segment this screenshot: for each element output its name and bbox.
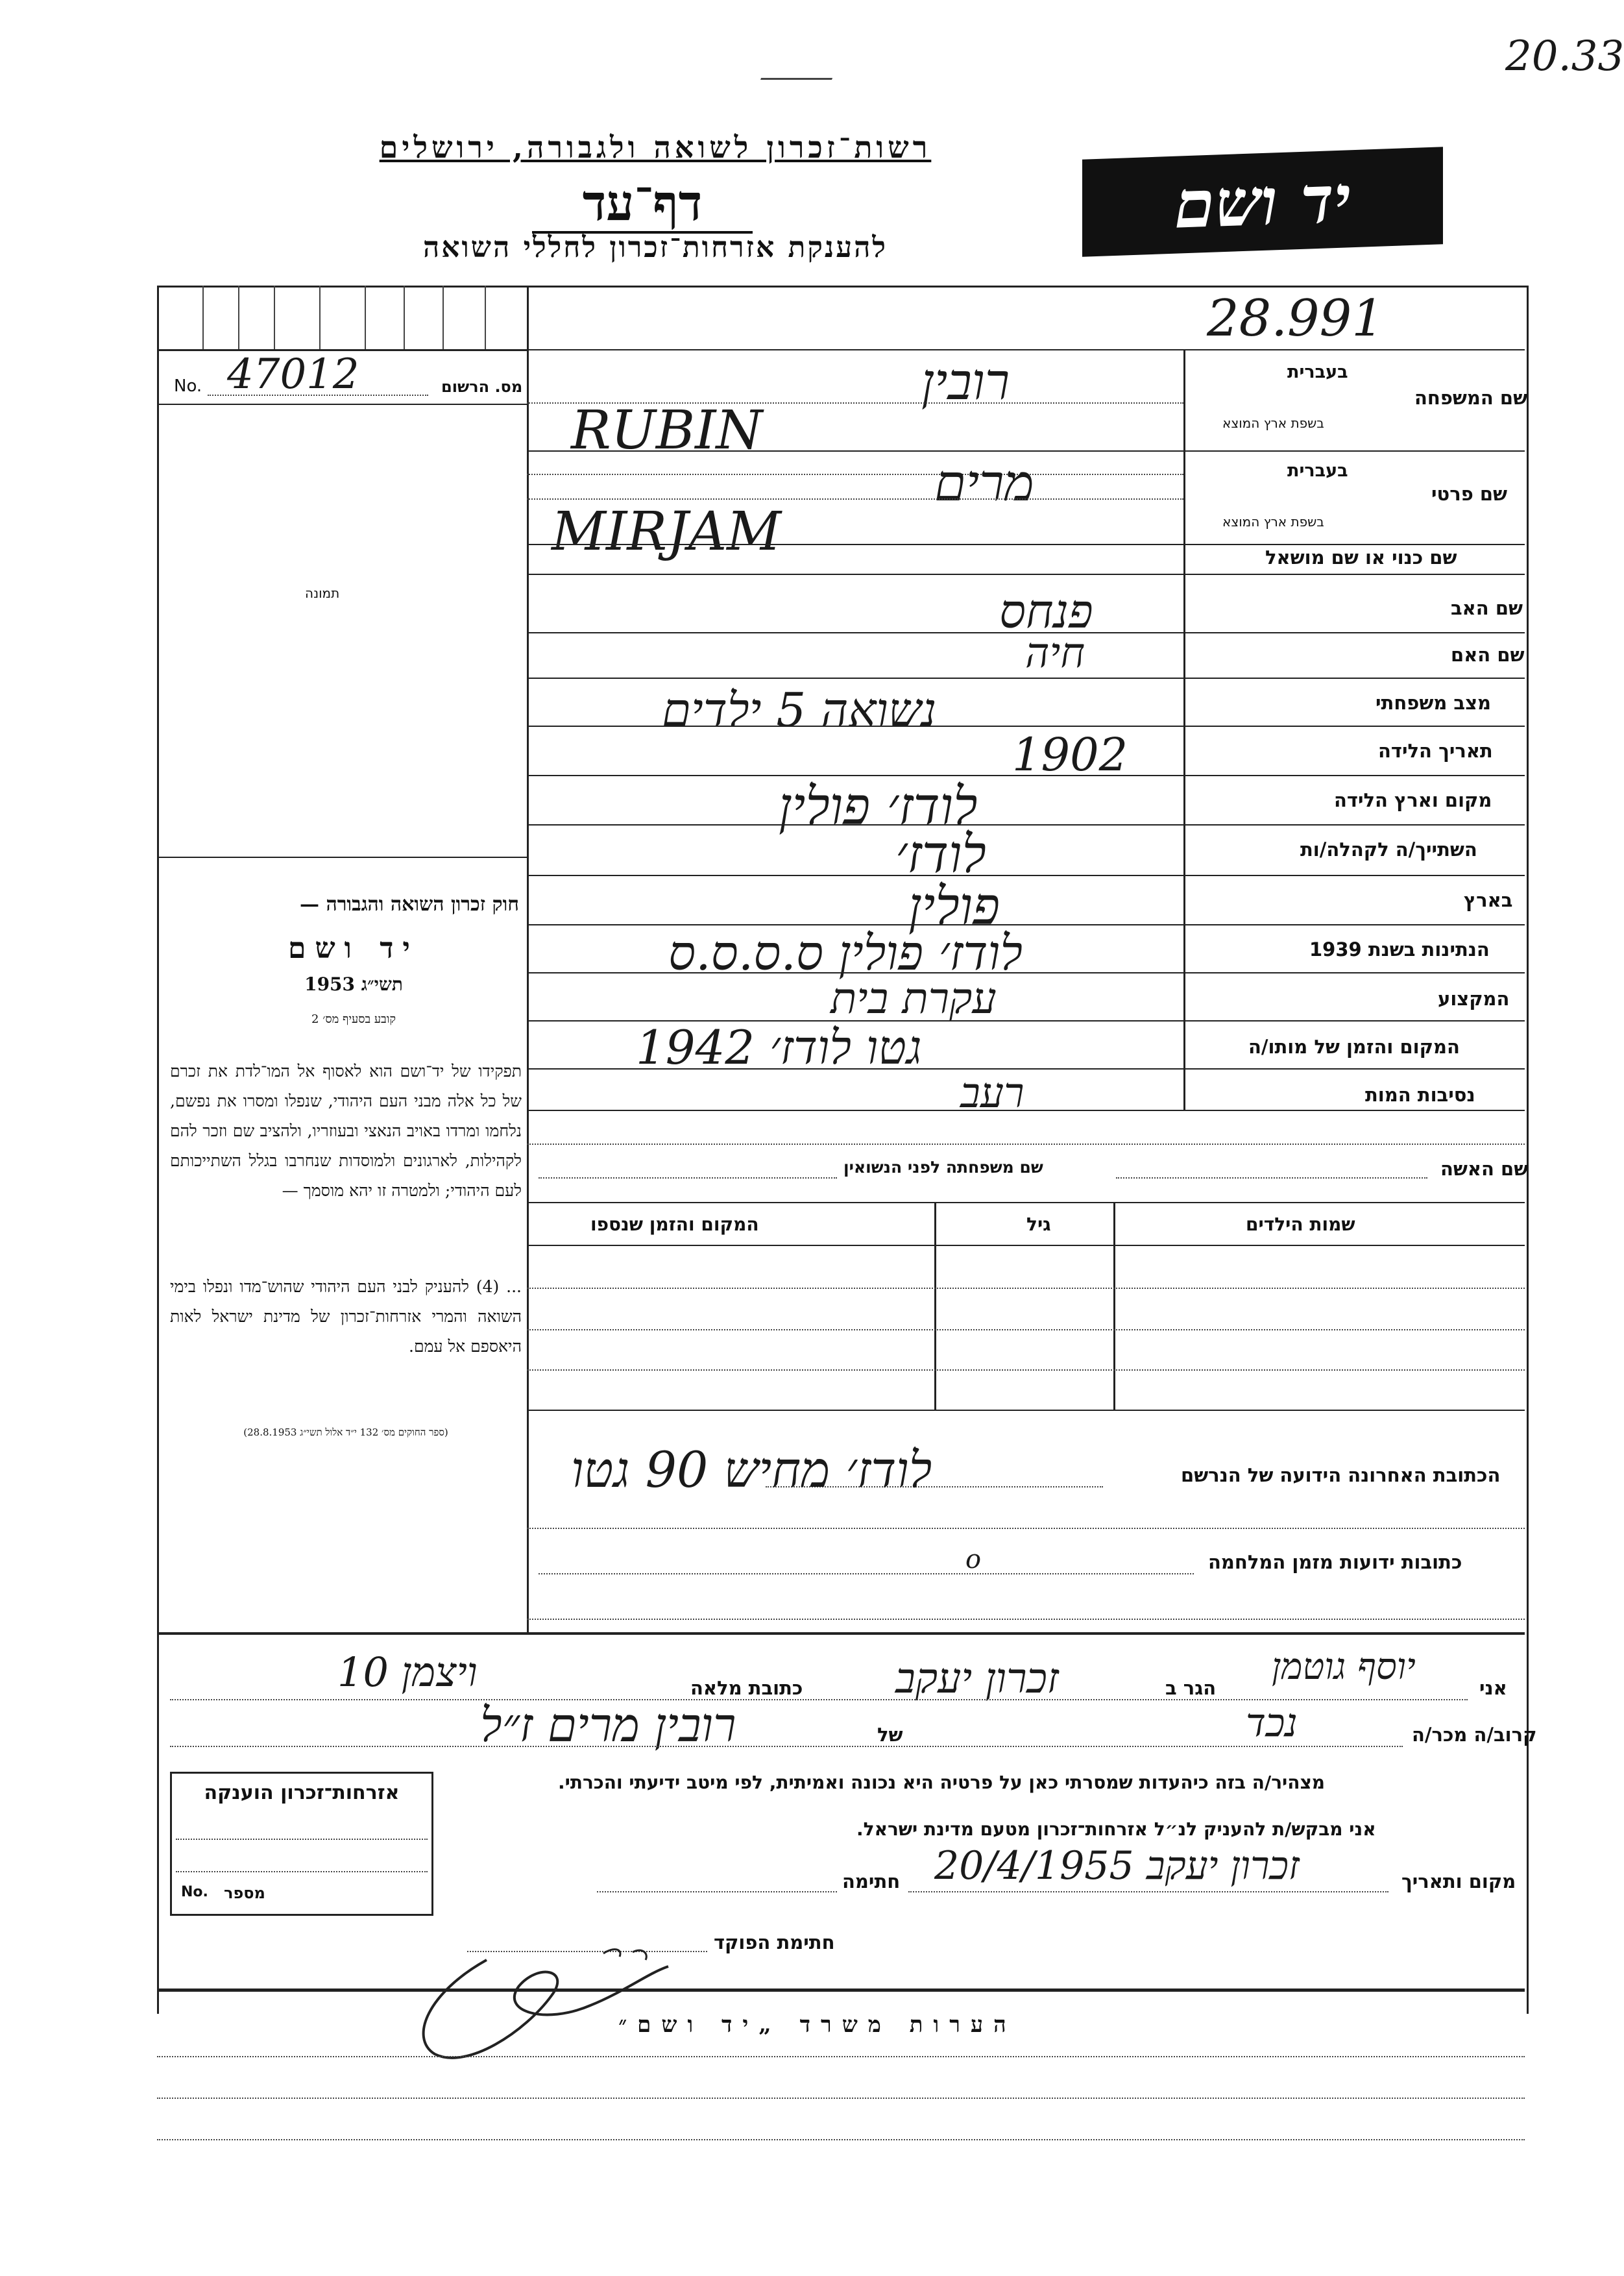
row-line-3 [527, 574, 1525, 575]
signature-dots [597, 1891, 837, 1892]
record-number: 28.991 [1207, 289, 1384, 348]
law-citation: (ספר החוקים מס׳ 132 י״ד אלול תשי״ג 28.8.1953) [243, 1426, 448, 1438]
war-address-value[interactable]: o [965, 1545, 982, 1574]
birth-date-value[interactable]: 1902 [1012, 728, 1128, 781]
family-name-origin[interactable]: RUBIN [571, 400, 763, 461]
of-value[interactable]: רובין מרים ז״ל [480, 1698, 736, 1752]
of-label: של [877, 1724, 903, 1746]
country-value[interactable]: פולין [908, 876, 1000, 936]
children-header-line [527, 1245, 1525, 1246]
ruler-strip [157, 286, 528, 351]
officer-label: חתימת הפוקד [714, 1931, 835, 1953]
first-name-label: שם פרטי [1431, 483, 1508, 505]
children-bottom [527, 1410, 1525, 1411]
doc-title: דף־עד [582, 174, 703, 232]
photo-bottom [157, 857, 527, 858]
full-address-value[interactable]: ויצמן 10 [337, 1648, 478, 1696]
children-row-1 [527, 1288, 1525, 1289]
officer-signature [389, 1934, 727, 2070]
notes-line-2 [157, 2098, 1525, 2099]
certificate-no-label: No. [181, 1884, 208, 1900]
row-line-15 [527, 1202, 1525, 1203]
law-body: תפקידו של יד־ושם הוא לאסוף אל המו־לדת את זכרם של כל אלה מבני העם היהודי, שנפלו ומסרו את נפשם, נלחמו ומרדו באויב הנאצי ובעוזריו, ולהציב שם וזכר להם לקהילות, לארגונים ולמוסדות שנחרבו בגלל השתייכותם לעם היהודי; ולמטרה זו יהא מוסמך — [170, 1062, 522, 1200]
registration-bottom [157, 404, 527, 405]
first-name-origin[interactable]: MIRJAM [551, 501, 782, 563]
citizenship-label: הנתינות בשנת 1939 [1309, 938, 1490, 961]
community-value[interactable]: לודז׳ [895, 824, 986, 885]
full-address-label: כתובת מלאה [690, 1677, 803, 1699]
nickname-label: שם כנוי או שם מושאל [1265, 546, 1457, 569]
relative-label: קרוב/ה מכר/ה [1412, 1724, 1537, 1746]
marital-label: מצב משפחתי [1376, 692, 1492, 714]
subtitle: להענקת אזרחות־זכרון לחללי השואה [422, 231, 888, 264]
first-name-mid [527, 498, 1183, 500]
yad-vashem-logo [1082, 147, 1443, 256]
row-line-13 [527, 1068, 1525, 1070]
war-address-dots [539, 1573, 1194, 1574]
notes-top [157, 1988, 1525, 1992]
citizenship-value[interactable]: לודז׳ פולין ס.ס.ס.ס [668, 925, 1023, 981]
last-address-label: הכתובת האחרונה הידועה של הנרשם [1181, 1464, 1501, 1486]
spouse-dots-1 [1116, 1177, 1427, 1179]
left-column-divider [527, 286, 529, 1632]
children-header-names: שמות הילדים [1246, 1214, 1355, 1235]
place-date-dots [908, 1891, 1388, 1892]
place-date-value[interactable]: זכרון יעקב 20/4/1955 [934, 1843, 1300, 1889]
death-cause-label: נסיבות המות [1365, 1084, 1475, 1106]
birth-place-label: מקום וארץ הלידה [1334, 789, 1492, 811]
declarant-me-label: אני [1479, 1677, 1507, 1699]
first-name-hebrew-sub: בעברית [1287, 461, 1348, 481]
first-name-hebrew[interactable]: מרים [934, 454, 1034, 513]
children-col-2 [934, 1202, 936, 1410]
spouse-label: שם האשה [1440, 1158, 1529, 1180]
law-title: חוק זכרון השואה והגבורה — [300, 893, 519, 916]
family-name-hebrew-sub: בעברית [1287, 362, 1348, 382]
first-name-origin-sub: בשפת ארץ המוצא [1222, 514, 1324, 530]
row-line-1 [527, 450, 1525, 452]
spouse-maiden-label: שם משפחתה לפני הנשואין [843, 1158, 1043, 1177]
spouse-dots-top [527, 1144, 1525, 1145]
birth-place-value[interactable]: לודז׳ פולין [779, 776, 978, 837]
country-label: בארץ [1464, 889, 1513, 911]
war-address-label: כתובות ידועות מזמן המלחמה [1208, 1551, 1462, 1573]
address-dots-3 [527, 1619, 1525, 1620]
registration-label: מס. הרשום [441, 378, 523, 396]
children-row-2 [527, 1329, 1525, 1330]
top-mark [757, 78, 832, 89]
father-label: שם האב [1451, 597, 1523, 619]
mother-value[interactable]: חיה [1025, 630, 1085, 678]
registration-no-label: No. [174, 376, 202, 396]
lives-in-label: הגר ב [1165, 1677, 1217, 1699]
lives-in-value[interactable]: זכרון יעקב [895, 1655, 1059, 1703]
children-row-3 [527, 1369, 1525, 1371]
profession-label: המקצוע [1438, 988, 1510, 1010]
law-name: יד ושם [288, 932, 419, 965]
row-line-2 [527, 544, 1525, 545]
declarant-me-value[interactable]: יוסף גוטמן [1272, 1646, 1416, 1688]
row-line-5 [527, 678, 1525, 679]
label-column-divider [1183, 349, 1185, 1110]
notes-line-1 [157, 2056, 1525, 2057]
family-name-origin-sub: בשפת ארץ המוצא [1222, 415, 1324, 431]
certificate-title: אזרחות־זכרון הוענקה [204, 1781, 400, 1804]
family-name-hebrew[interactable]: רובין [921, 353, 1010, 411]
row-line-14 [527, 1110, 1525, 1111]
row-line-top [527, 349, 1525, 350]
office-notes: הערות משרד „יד ושם״ [618, 2012, 1017, 2038]
declarant-line-2 [170, 1746, 1403, 1747]
certificate-number-label: מספר [224, 1884, 265, 1902]
org-line: רשות־זכרון לשואה ולגבורה, ירושלים [379, 130, 932, 165]
logo-text: יד ושם [1174, 160, 1351, 243]
corner-number: 20.33 [1505, 32, 1624, 80]
law-year: תשי״ג 1953 [304, 973, 403, 995]
row-line-1b [527, 474, 1183, 475]
family-name-label: שם המשפחה [1414, 387, 1528, 409]
row-line-8 [527, 824, 1525, 826]
last-address-value[interactable]: לודז׳ מחיש 90 גטו [571, 1441, 932, 1499]
relative-value[interactable]: נכד [1246, 1700, 1298, 1746]
father-value[interactable]: פנחס [999, 584, 1093, 639]
place-date-label: מקום ותאריך [1401, 1870, 1516, 1892]
birth-date-label: תאריך הלידה [1378, 740, 1493, 762]
children-header-place: המקום והזמן שנספו [590, 1214, 759, 1235]
death-value[interactable]: גטו לודז׳ 1942 [636, 1020, 922, 1075]
profession-value[interactable]: עקרת בית [830, 973, 997, 1023]
certificate-box [170, 1772, 433, 1916]
law-clause: קובע בסעיף מס׳ 2 [311, 1012, 396, 1026]
signature-label: חתימה [842, 1870, 901, 1892]
community-label: השתייך/ה לקהלה/ות [1300, 838, 1477, 861]
declaration-top [157, 1632, 1525, 1635]
address-dots-2 [527, 1528, 1525, 1529]
row-line-11 [527, 972, 1525, 973]
children-col-1 [1113, 1202, 1115, 1410]
row-line-9 [527, 875, 1525, 876]
marital-value[interactable]: נשואה 5 ילדים [662, 683, 937, 737]
statement-1: מצהיר/ה בזה כיהעדות שמסרתי כאן על פרטיה היא נכונה ואמיתית, לפי מיטב ידיעתי והכרתי. [558, 1772, 1326, 1793]
statement-2: אני מבקש/ת להעניק לנ״ל אזרחות־זכרון מטעם מדינת ישראל. [856, 1818, 1376, 1840]
notes-line-3 [157, 2139, 1525, 2140]
spouse-dots-2 [539, 1177, 837, 1179]
law-clause4: ... (4) להעניק לבני העם היהודי שהוש־מדו ונפלו בימי השואה והמרי אזרחות־זכרון של מדינת ישראל לאות היאספם אל עמם. [170, 1277, 522, 1356]
photo-label: תמונה [305, 585, 340, 601]
row-line-6 [527, 726, 1525, 727]
mother-label: שם האם [1451, 644, 1525, 666]
registration-value[interactable]: 47012 [227, 350, 359, 398]
children-header-age: גיל [1026, 1214, 1051, 1235]
death-cause-value[interactable]: רעב [960, 1070, 1024, 1118]
death-label: המקום והזמן של מותו/ה [1248, 1036, 1460, 1058]
row-line-7 [527, 775, 1525, 776]
